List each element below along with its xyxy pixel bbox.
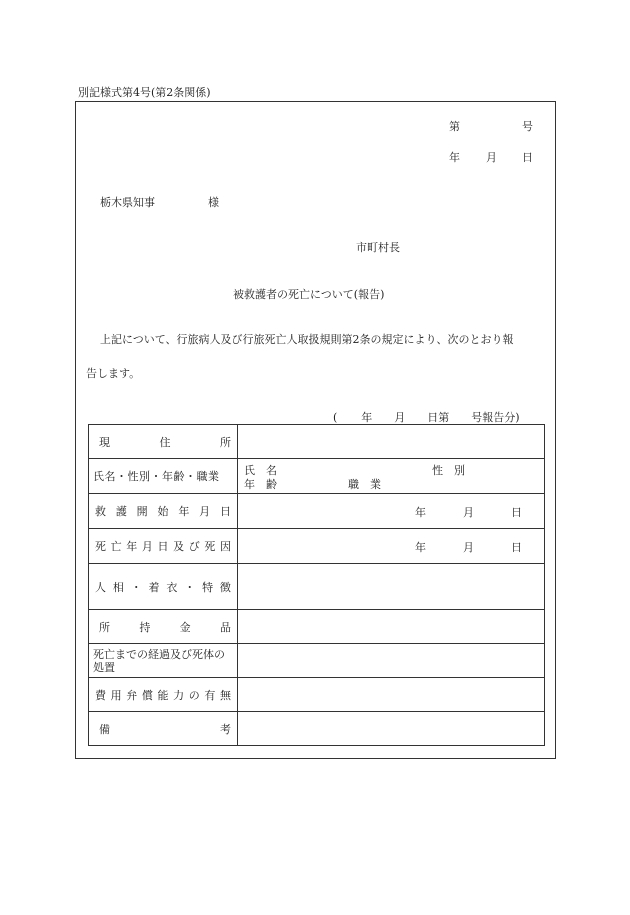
sender: 市町村長 (356, 241, 400, 254)
table-row (89, 425, 545, 459)
body-text-line-2: 告します。 (86, 367, 141, 380)
death-month: 月 (463, 541, 474, 554)
body-text-line-1: 上記について、行旅病人及び行旅死亡人取扱規則第2条の規定により、次のとおり報 (100, 333, 514, 346)
label-ability-to-pay: 費 用 弁 償 能 力 の 有 無 (89, 678, 238, 712)
label-appearance-clothing: 人 相 ・ 着 衣 ・ 特 徴 (89, 564, 238, 610)
date-month: 月 (486, 151, 497, 164)
value-rescue-start-date (238, 494, 545, 529)
document-title: 被救護者の死亡について(報告) (233, 288, 385, 301)
label-rescue-start-date: 救 護 開 始 年 月 日 (89, 494, 238, 529)
report-ref-close: 号報告分) (471, 411, 520, 424)
label-current-address: 現 住 所 (89, 425, 238, 459)
document-number-prefix: 第 (449, 120, 460, 133)
rescue-month: 月 (463, 506, 474, 519)
report-ref-year: 年 (361, 411, 373, 424)
value-ability-to-pay (238, 678, 545, 712)
addressee: 栃木県知事 (100, 196, 155, 209)
table-row (89, 678, 545, 712)
label-circumstances-disposal: 死亡までの経過及び死体の処置 (89, 644, 238, 678)
table-row (89, 712, 545, 746)
report-ref-open: ( (333, 411, 338, 424)
label-name-sex-age-job: 氏名・性別・年齢・職業 (89, 459, 238, 494)
value-appearance-clothing (238, 564, 545, 610)
date-day: 日 (522, 151, 533, 164)
report-ref-month: 月 (394, 411, 406, 424)
rescue-year: 年 (415, 506, 426, 519)
rescue-day: 日 (511, 506, 522, 519)
field-name: 氏 名 (244, 464, 277, 477)
death-day: 日 (511, 541, 522, 554)
report-ref-day-number: 日第 (427, 411, 450, 424)
field-sex: 性 別 (432, 464, 465, 477)
value-name-sex-age-job (238, 459, 545, 494)
form-number-label: 別記様式第4号(第2条関係) (78, 86, 211, 99)
document-number-suffix: 号 (522, 120, 533, 133)
table-row (89, 564, 545, 610)
label-death-date-cause: 死 亡 年 月 日 及 び 死 因 (89, 529, 238, 564)
value-remarks (238, 712, 545, 746)
table-row (89, 644, 545, 678)
table-row (89, 494, 545, 529)
field-job: 職 業 (348, 478, 381, 491)
date-year: 年 (449, 151, 460, 164)
value-current-address (238, 425, 545, 459)
field-age: 年 齢 (244, 478, 277, 491)
addressee-honorific: 様 (208, 196, 219, 209)
value-death-date-cause (238, 529, 545, 564)
label-belongings: 所 持 金 品 (89, 610, 238, 644)
table-row (89, 459, 545, 494)
table-row (89, 610, 545, 644)
value-circumstances-disposal (238, 644, 545, 678)
value-belongings (238, 610, 545, 644)
table-row (89, 529, 545, 564)
death-year: 年 (415, 541, 426, 554)
report-reference (333, 409, 520, 425)
label-remarks: 備 考 (89, 712, 238, 746)
detail-table (88, 424, 545, 746)
